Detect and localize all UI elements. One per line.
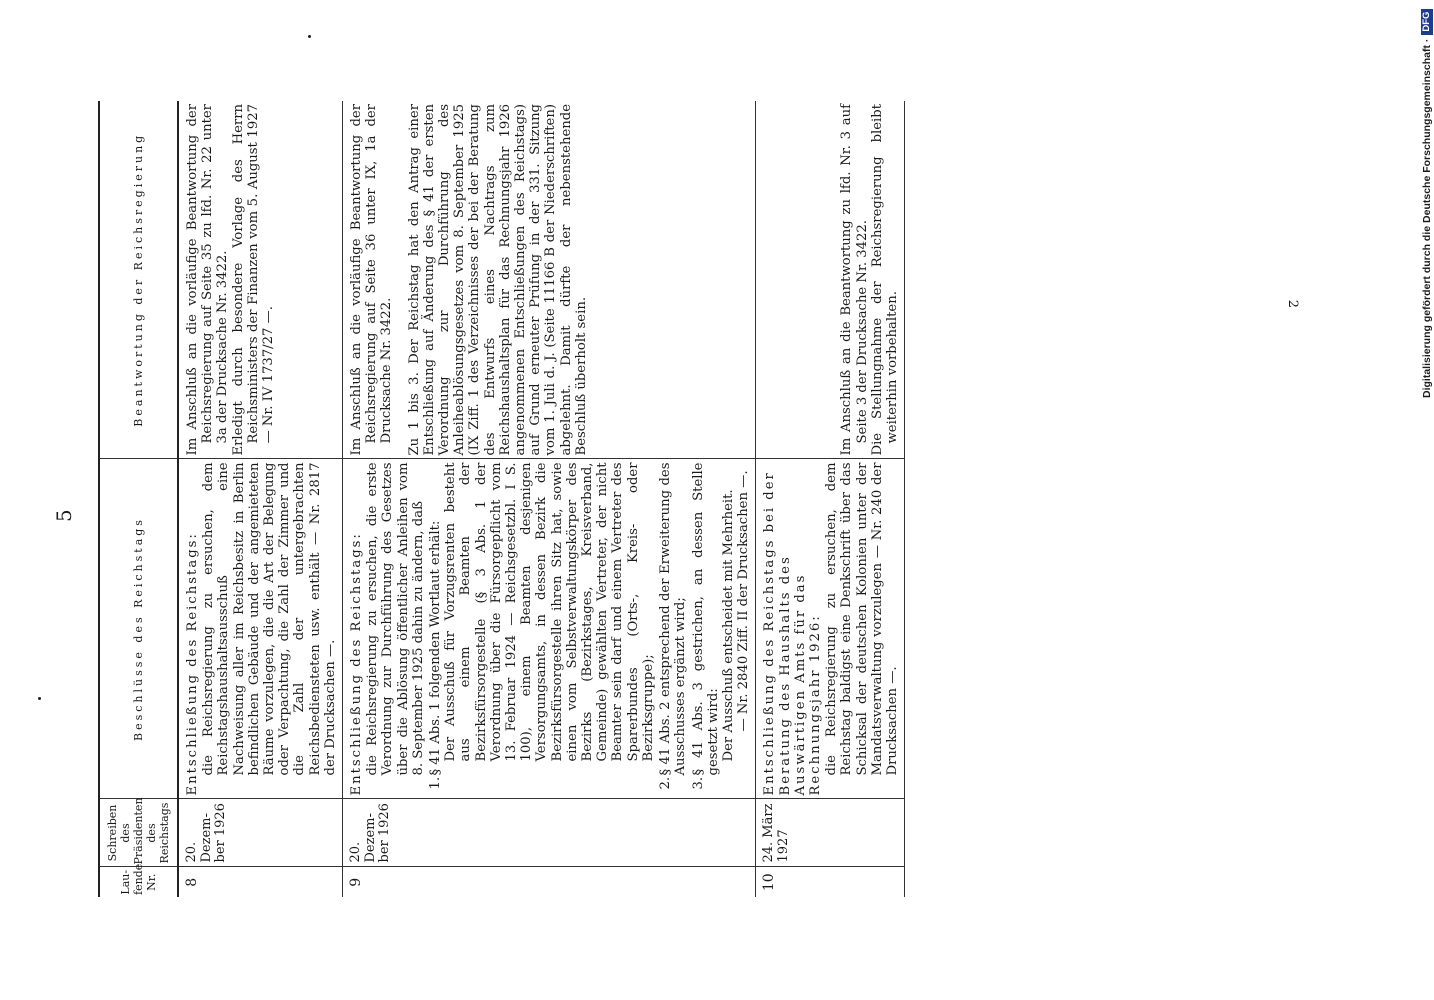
table-header-row: [99, 101, 178, 897]
row-number: 8: [178, 867, 343, 897]
row-number: 10: [756, 867, 905, 897]
decision-heading: Entschließung des Reichstags:: [349, 532, 365, 796]
row-decision: [756, 459, 905, 799]
answer-paragraph: Im Anschluß an die vorläufige Beantwortung der Reichsregierung auf Seite 36 unter IX, 1a der Drucksache Nr. 3422.: [349, 104, 395, 456]
decision-text: die Reichsregierung zu ersuchen, die erste Verordnung zur Durchführung des Gesetzes über die Ablösung öffentlicher Anleihen vom 8. September 1925 dahin zu ändern, daß: [365, 462, 426, 776]
answer-paragraph: Die Stellungnahme der Reichsregierung bleibt weiterhin vorbehalten.: [869, 104, 900, 456]
row-decision: [178, 459, 343, 799]
digitization-stamp: [1420, 8, 1434, 398]
table-row: [343, 101, 756, 897]
item-number: 1.: [428, 776, 444, 790]
decision-item: [691, 463, 752, 796]
page-number: 5: [52, 509, 76, 522]
header-running-number: Lau- fende Nr.: [99, 867, 178, 897]
answer-paragraph: Im Anschluß an die vorläufige Beantwortung der Reichsregierung auf Seite 35 zu lfd. Nr. 22 unter 3a der Drucksache Nr. 3422.: [185, 104, 231, 456]
footer-signature-mark: 2: [1285, 299, 1300, 308]
table-row: [756, 101, 905, 897]
row-decision: [343, 459, 756, 799]
item-text: § 41 Abs. 2 entsprechend der Erweiterung des Ausschusses ergänzt wird;: [658, 462, 689, 776]
decision-item: [428, 463, 656, 796]
item-quote: Der Ausschuß entscheidet mit Mehrheit.: [720, 489, 736, 762]
row-answer: [756, 101, 905, 459]
speck-mark: [308, 35, 311, 38]
item-number: 3.: [690, 776, 706, 790]
dfg-logo-icon: DFG: [1421, 9, 1433, 35]
decision-item: [658, 463, 688, 796]
stamp-text: Digitalisierung gefördert durch die Deutsche Forschungsgemeinschaft ·: [1421, 38, 1433, 398]
answer-paragraph: Zu 1 bis 3. Der Reichstag hat den Antrag einer Entschließung auf Änderung des § 41 der ersten Verordnung zur Durchführung des Anleiheablösungsgesetzes vom 8. September 1925 (IX Ziff. 1 des Verzeichnisses der bei der Beratung des Entwurfs eines Nachtrags zum Reichshaushaltsplan für das Rechnungsjahr 1926 angenommenen Entschließungen des Reichstags) auf Grund erneuter Prüfung in der 331. Sitzung vom 1. Juli d. J. (Seite 11166 B der Niederschriften) abgelehnt. Damit dürfte der nebenstehende Beschluß überholt sein.: [406, 104, 589, 456]
row-date: 24. März 1927: [756, 799, 905, 867]
decision-text: die Reichsregierung zu ersuchen, dem Reichstag baldigst eine Denkschrift über das Schicksal der deutschen Kolonien unter der Mandatsverwaltung vorzulegen — Nr. 240 der Drucksachen —.: [824, 462, 900, 776]
item-number: 2.: [658, 776, 674, 790]
resolutions-table: [98, 101, 905, 897]
table-row: [178, 101, 343, 897]
header-reichstag-resolutions: Beschlüsse des Reichstags: [99, 459, 178, 799]
row-answer: [178, 101, 343, 459]
header-letter-president: Schreiben des Präsidenten des Reichstags: [99, 799, 178, 867]
decision-heading: Entschließung des Reichstags:: [185, 532, 200, 796]
decision-items: [428, 463, 751, 796]
decision-heading: Entschließung des Reichstags bei der Beratung des Haushalts des Auswärtigen Amts für das Rechnungsjahr 1926:: [762, 471, 823, 796]
speck-mark: [38, 697, 41, 700]
item-reference: — Nr. 2840 Ziff. II der Drucksachen —.: [736, 470, 752, 732]
resolutions-table-wrapper: [98, 97, 905, 897]
item-text: § 41 Abs. 1 folgenden Wortlaut erhält:: [428, 520, 444, 776]
item-text: § 41 Abs. 3 gestrichen, an dessen Stelle gesetzt wird:: [690, 462, 721, 776]
row-answer: [343, 101, 756, 459]
row-date: 20. Dezem- ber 1926: [343, 799, 756, 867]
row-date: 20. Dezem- ber 1926: [178, 799, 343, 867]
row-number: 9: [343, 867, 756, 897]
header-government-answer: Beantwortung der Reichsregierung: [99, 101, 178, 459]
decision-text: die Reichsregierung zu ersuchen, dem Reichstagshaushaltsausschuß eine Nachweisung aller im Reichsbesitz in Berlin befindlichen Gebäude und der angemieteten Räume vorzulegen, die die Art der Belegung oder Verpachtung, die Zahl der Zimmer und die Zahl der untergebrachten Reichsbediensteten usw. enthält — Nr. 2817 der Drucksachen —.: [201, 462, 338, 776]
item-quote: Der Ausschuß für Vorzugsrenten besteht aus einem Beamten der Bezirksfürsorgestelle (§ 3 Abs. 1 der Verordnung über die Fürsorgepflicht vom 13. Februar 1924 — Reichsgesetzbl. I S. 100), einem Beamten desjenigen Versorgungsamts, in dessen Bezirk die Bezirksfürsorgestelle ihren Sitz hat, sowie einen vom Selbstverwaltungskörper des Bezirks (Bezirkstages, Kreisverband, Gemeinde) gewählten Vertreter, der nicht Beamter sein darf und einem Vertreter des Sparerbundes (Orts-, Kreis- oder Bezirksgruppe);: [443, 462, 656, 762]
answer-paragraph: Im Anschluß an die Beantwortung zu lfd. Nr. 3 auf Seite 3 der Drucksache Nr. 3422.: [839, 104, 870, 456]
answer-paragraph: Erledigt durch besondere Vorlage des Herrn Reichsministers der Finanzen vom 5. August 1927 — Nr. IV 1737/27 —.: [230, 104, 277, 456]
